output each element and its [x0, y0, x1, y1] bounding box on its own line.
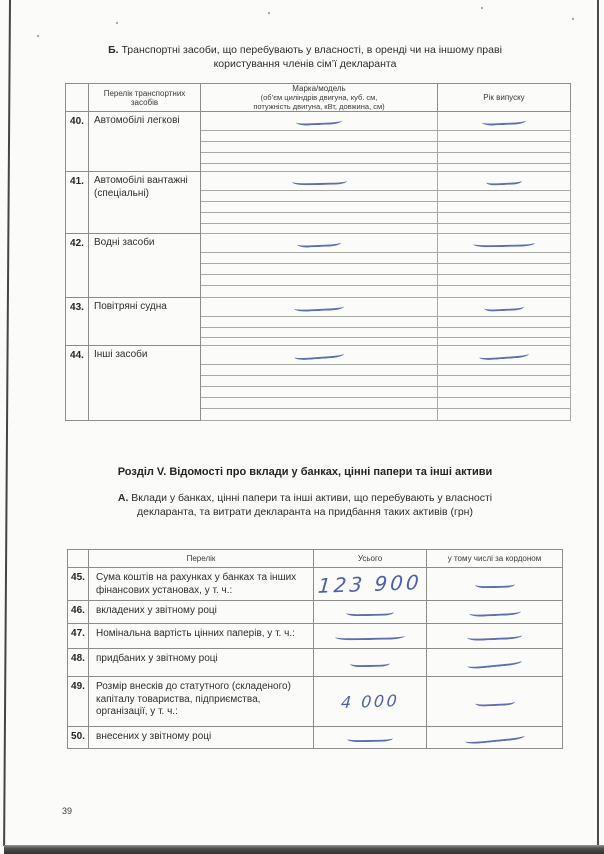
handwritten-dash	[347, 734, 393, 742]
handwritten-dash	[467, 632, 522, 641]
ruled-cell	[201, 275, 438, 286]
section-b-title-line2: користування членів сім’ї декларанта	[213, 57, 397, 70]
ruled-cell	[438, 131, 571, 142]
transport-row-41	[66, 172, 571, 191]
handwritten-dash	[296, 117, 342, 126]
handwritten-dash	[482, 117, 526, 126]
ruled-cell	[201, 164, 438, 172]
brand-cell	[201, 234, 438, 253]
scan-speck	[572, 18, 574, 20]
scan-edge-left	[3, 0, 11, 846]
header-list: Перелік	[89, 550, 314, 568]
ruled-cell	[438, 153, 571, 164]
row-number: 48.	[68, 649, 89, 677]
ruled-cell	[201, 224, 438, 234]
ruled-cell	[201, 191, 438, 202]
handwritten-dash	[464, 732, 524, 745]
header-number-cell	[68, 550, 89, 568]
scan-speck	[268, 12, 270, 14]
ruled-cell	[438, 286, 571, 298]
total-cell	[314, 677, 427, 727]
header-total: Усього	[314, 550, 427, 568]
ruled-cell	[438, 317, 571, 328]
row-label: Повітряні судна	[89, 298, 201, 346]
handwritten-dash	[291, 178, 346, 186]
handwritten-dash	[350, 659, 390, 667]
abroad-cell	[427, 649, 563, 677]
ruled-cell	[201, 317, 438, 328]
section-v-subtitle-line1: А. Вклади у банках, цінні папери та інші активи, що перебувають у власності	[117, 492, 493, 504]
handwritten-dash	[479, 350, 529, 360]
ruled-cell	[438, 253, 571, 264]
handwritten-dash	[294, 303, 344, 312]
handwritten-dash	[486, 177, 522, 186]
handwritten-dash	[474, 581, 514, 589]
transport-row-40	[66, 112, 571, 131]
ruled-cell	[438, 213, 571, 224]
transport-row-42	[66, 234, 571, 253]
total-cell	[314, 727, 427, 749]
row-number: 41.	[66, 172, 89, 234]
ruled-cell	[201, 131, 438, 142]
ruled-cell	[201, 409, 438, 421]
ruled-cell	[201, 387, 438, 398]
row-number: 40.	[66, 112, 89, 172]
transport-table	[65, 83, 571, 421]
ruled-cell	[438, 365, 571, 376]
row-label: Водні засоби	[89, 234, 201, 298]
handwritten-dash	[297, 239, 341, 248]
deposits-row-50	[68, 727, 563, 749]
ruled-cell	[438, 398, 571, 409]
handwritten-dash	[484, 303, 524, 312]
abroad-cell	[427, 601, 563, 624]
section-v-subtitle	[57, 492, 553, 519]
scan-edge-bottom	[4, 845, 604, 854]
ruled-cell	[438, 202, 571, 213]
scan-speck	[37, 35, 39, 37]
ruled-cell	[438, 142, 571, 153]
ruled-cell	[438, 275, 571, 286]
ruled-cell	[438, 191, 571, 202]
brand-cell	[201, 172, 438, 191]
brand-cell	[201, 112, 438, 131]
row-label: Номінальна вартість цінних паперів, у т. ч.:	[89, 624, 314, 649]
handwritten-dash	[335, 632, 405, 640]
header-abroad: у тому числі за кордоном	[427, 550, 563, 568]
handwritten-dash	[467, 657, 522, 669]
ruled-cell	[201, 286, 438, 298]
ruled-cell	[201, 398, 438, 409]
row-label: придбаних у звітному році	[89, 649, 314, 677]
header-list: Перелік транспортних засобів	[89, 84, 201, 112]
row-label: Інші засоби	[89, 346, 201, 421]
total-cell	[314, 649, 427, 677]
row-number: 45.	[68, 568, 89, 601]
ruled-cell	[201, 213, 438, 224]
abroad-cell	[427, 677, 563, 727]
row-number: 47.	[68, 624, 89, 649]
page-number: 39	[62, 806, 73, 816]
total-cell	[314, 624, 427, 649]
row-label: Автомобілі вантажні (спеціальні)	[89, 172, 201, 234]
brand-cell	[201, 346, 438, 365]
section-b-prefix: Б.	[108, 44, 119, 56]
row-number: 46.	[68, 601, 89, 624]
section-a-prefix: А.	[117, 492, 129, 504]
ruled-cell	[201, 328, 438, 338]
transport-row-44	[66, 346, 571, 365]
deposits-row-47	[68, 624, 563, 649]
section-v-subtitle-line2: декларанта, та витрати декларанта на придбання таких активів (грн)	[137, 505, 473, 518]
row-number: 44.	[66, 346, 89, 421]
row-label: внесених у звітному році	[89, 727, 314, 749]
row-label: Розмір внесків до статутного (складеного) капіталу товариства, підприємства, організації, у т. ч.:	[89, 677, 314, 727]
scan-speck	[116, 22, 118, 24]
ruled-cell	[201, 153, 438, 164]
deposits-row-45	[68, 568, 563, 601]
handwritten-dash	[473, 239, 535, 247]
total-cell	[314, 568, 427, 601]
transport-table-header	[66, 84, 571, 112]
ruled-cell	[201, 338, 438, 346]
header-number-cell	[66, 84, 89, 112]
transport-row-43	[66, 298, 571, 317]
row-number: 49.	[68, 677, 89, 727]
ruled-cell	[438, 328, 571, 338]
ruled-cell	[201, 202, 438, 213]
deposits-row-46	[68, 601, 563, 624]
ruled-cell	[438, 164, 571, 172]
row-number: 42.	[66, 234, 89, 298]
handwritten-dash	[474, 698, 514, 707]
handwritten-amount: 4 000	[340, 690, 400, 712]
year-cell	[438, 234, 571, 253]
year-cell	[438, 346, 571, 365]
handwritten-dash	[294, 350, 344, 360]
ruled-cell	[201, 253, 438, 264]
ruled-cell	[201, 376, 438, 387]
handwritten-dash	[468, 608, 520, 617]
header-year: Рік випуску	[438, 84, 571, 112]
abroad-cell	[427, 568, 563, 601]
section-b-title-line1: Б. Транспортні засоби, що перебувають у власності, в оренді чи на іншому праві	[108, 44, 502, 56]
ruled-cell	[438, 264, 571, 275]
row-label: Сума коштів на рахунках у банках та інших фінансових установах, у т. ч.:	[89, 568, 314, 601]
year-cell	[438, 172, 571, 191]
abroad-cell	[427, 624, 563, 649]
row-number: 43.	[66, 298, 89, 346]
deposits-table	[67, 549, 563, 749]
ruled-cell	[438, 224, 571, 234]
year-cell	[438, 112, 571, 131]
scan-speck	[481, 7, 483, 9]
ruled-cell	[438, 338, 571, 346]
total-cell	[314, 601, 427, 624]
section-b-heading	[57, 44, 553, 71]
ruled-cell	[201, 264, 438, 275]
deposits-row-49	[68, 677, 563, 727]
deposits-row-48	[68, 649, 563, 677]
header-brand: Марка/модель (об’єм циліндрів двигуна, куб. см, потужність двигуна, кВт, довжина, см)	[201, 84, 438, 112]
row-label: Автомобілі легкові	[89, 112, 201, 172]
section-v-title: Розділ V. Відомості про вклади у банках, цінні папери та інші активи	[117, 466, 493, 478]
handwritten-amount: 123 900	[317, 570, 423, 598]
ruled-cell	[438, 387, 571, 398]
ruled-cell	[438, 409, 571, 421]
year-cell	[438, 298, 571, 317]
ruled-cell	[201, 142, 438, 153]
ruled-cell	[438, 376, 571, 387]
scan-edge-right	[597, 0, 599, 854]
ruled-cell	[201, 365, 438, 376]
abroad-cell	[427, 727, 563, 749]
brand-cell	[201, 298, 438, 317]
deposits-table-header	[68, 550, 563, 568]
handwritten-dash	[346, 609, 394, 617]
row-number: 50.	[68, 727, 89, 749]
row-label: вкладених у звітному році	[89, 601, 314, 624]
